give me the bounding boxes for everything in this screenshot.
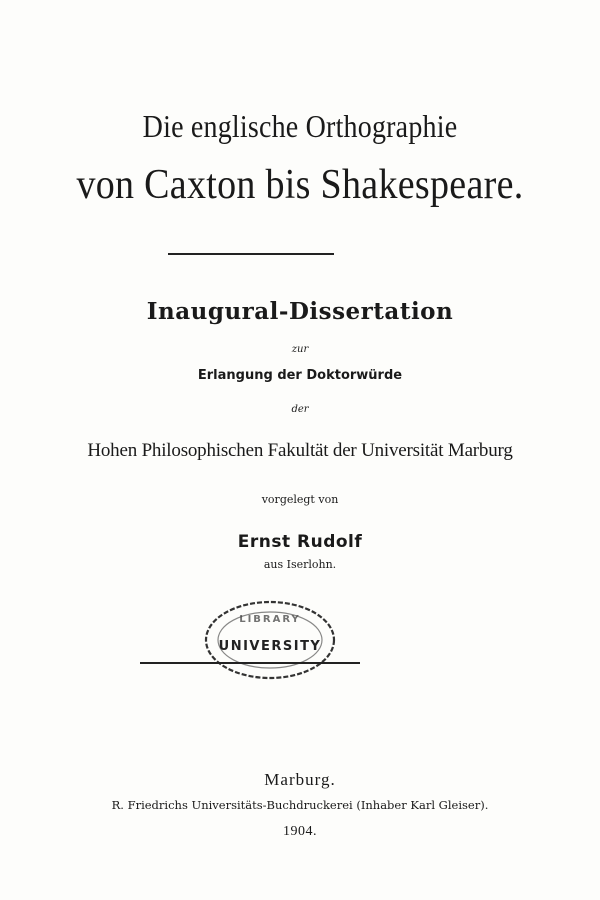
- book-title-line-1: Die englische Orthographie: [142, 110, 458, 145]
- author-name: Ernst Rudolf: [237, 532, 363, 552]
- title-divider-rule: [168, 253, 334, 255]
- book-title-line-2: von Caxton bis Shakespeare.: [76, 161, 524, 209]
- imprint-printer: R. Friedrichs Universitäts-Buchdruckerei (Inhaber Karl Gleiser).: [111, 798, 489, 812]
- dissertation-purpose: Erlangung der Doktorwürde: [197, 368, 403, 383]
- imprint-year: 1904.: [283, 824, 317, 839]
- dissertation-heading: Inaugural-Dissertation: [146, 298, 454, 325]
- faculty-name: Hohen Philosophischen Fakultät der Universität Marburg: [87, 440, 513, 461]
- dissertation-zur: zur: [291, 344, 309, 355]
- ornamental-rule: [140, 662, 360, 664]
- svg-text:LIBRARY: LIBRARY: [239, 614, 301, 625]
- dissertation-der: der: [291, 404, 309, 415]
- imprint-place: Marburg.: [264, 770, 336, 789]
- svg-text:UNIVERSITY: UNIVERSITY: [218, 639, 322, 654]
- author-origin: aus Iserlohn.: [263, 558, 337, 571]
- library-stamp-icon: [200, 596, 340, 686]
- submitted-by-label: vorgelegt von: [261, 493, 339, 506]
